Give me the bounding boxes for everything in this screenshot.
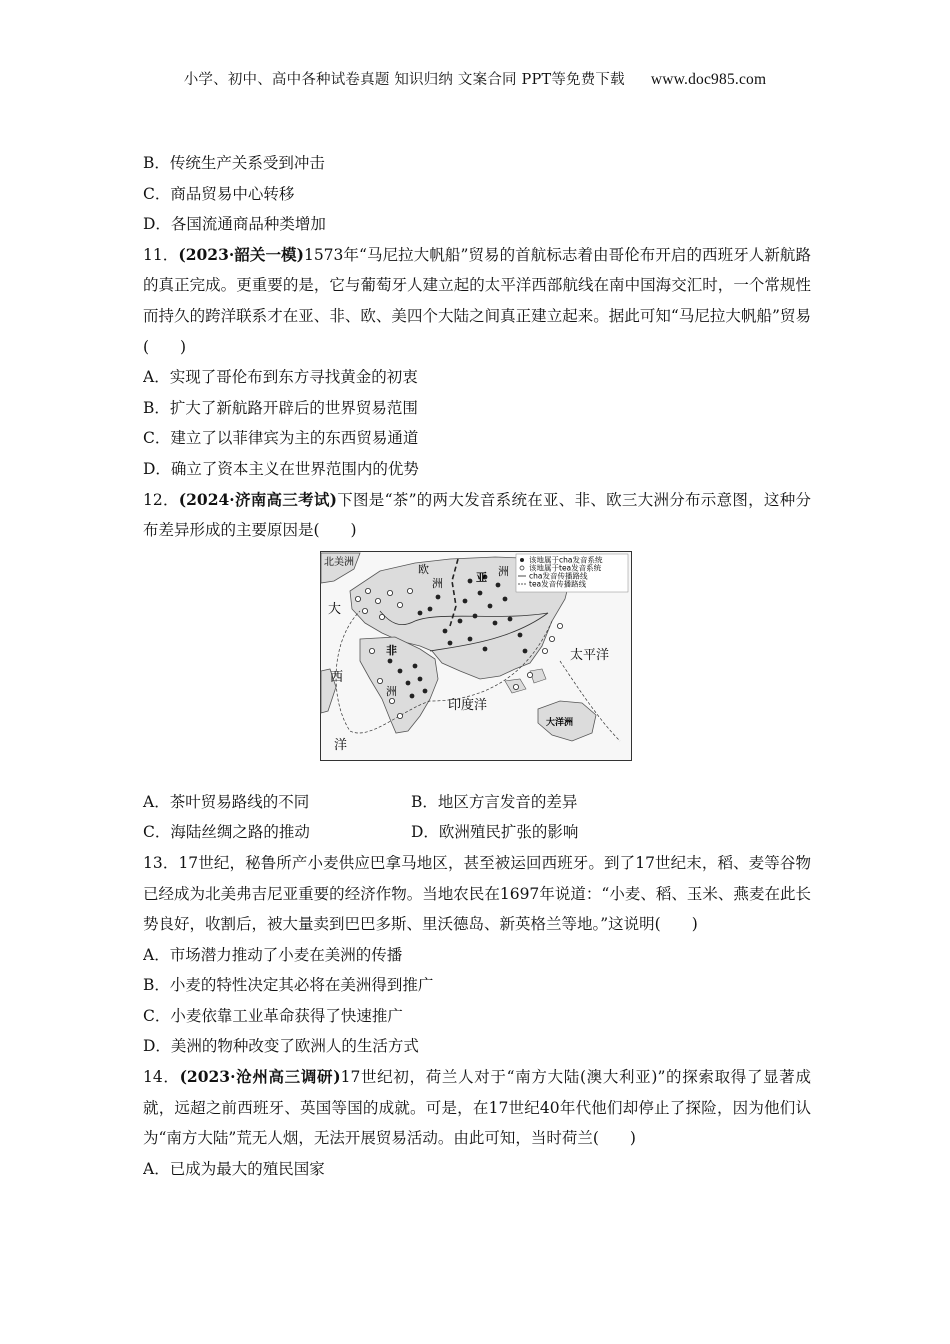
tea-dot	[377, 678, 382, 683]
tea-dot	[387, 590, 392, 595]
q14-option-a: A．已成为最大的殖民国家	[143, 1159, 325, 1178]
q14-source: (2023·沧州高三调研)	[179, 1067, 341, 1087]
q13-stem	[143, 848, 811, 940]
label-atlantic-2: 西	[330, 670, 344, 685]
legend-cha-route-label: cha发音传播路线	[529, 571, 588, 581]
tea-dot	[397, 602, 402, 607]
cha-dot	[518, 633, 523, 638]
q11-source: (2023·韶关一模)	[178, 244, 304, 264]
label-oceania: 大洋洲	[546, 718, 574, 728]
label-asia-1: 亚	[476, 571, 487, 584]
cha-dot	[493, 621, 498, 626]
cha-dot	[428, 607, 433, 612]
cha-dot	[410, 694, 415, 699]
q12-option-b: B．地区方言发音的差异	[411, 792, 578, 811]
cha-dot	[418, 677, 423, 682]
tea-dot	[527, 672, 532, 677]
cha-dot	[468, 637, 473, 642]
label-africa-2: 洲	[386, 685, 397, 698]
tea-dot	[362, 608, 367, 613]
q14-text: 17世纪初，荷兰人对于“南方大陆(澳大利亚)”的探索取得了显著成就，远超之前西班牙、英国等国的成就。可是，在17世纪40年代他们却停止了探险，因为他们认为“南方大陆”荒无人烟，无法开展贸易活动。由此可知，当时荷兰( )	[143, 1068, 811, 1148]
cha-dot	[406, 681, 411, 686]
tea-dot	[549, 636, 554, 641]
q12-source: (2024·济南高三考试)	[178, 489, 337, 509]
label-atlantic-1: 大	[328, 602, 342, 617]
cha-dot	[496, 583, 501, 588]
header-url[interactable]: www.doc985.com	[650, 71, 767, 88]
q10-option-d: D．各国流通商品种类增加	[143, 215, 326, 234]
cha-dot	[488, 604, 493, 609]
q10-option-c: C．商品贸易中心转移	[143, 184, 295, 203]
label-atlantic-3: 洋	[334, 738, 348, 753]
label-asia-2: 洲	[498, 565, 509, 578]
q11-option-a: A．实现了哥伦布到东方寻找黄金的初衷	[143, 368, 418, 387]
q11-option-c: C．建立了以菲律宾为主的东西贸易通道	[143, 429, 419, 448]
q13-option-a: A．市场潜力推动了小麦在美洲的传播	[143, 945, 403, 964]
cha-dot	[473, 614, 478, 619]
q11-number: 11．	[143, 245, 179, 264]
legend-tea-marker	[520, 566, 524, 570]
tea-dot	[379, 614, 384, 619]
label-indian-ocean: 印度洋	[448, 698, 488, 713]
q12-stem	[143, 485, 811, 546]
tea-pronunciation-map	[320, 551, 632, 761]
q12-number: 12．	[143, 490, 179, 509]
q13-option-d: D．美洲的物种改变了欧洲人的生活方式	[143, 1037, 419, 1056]
cha-dot	[478, 591, 483, 596]
q13-option-c: C．小麦依靠工业革命获得了快速推广	[143, 1006, 403, 1025]
tea-dot	[513, 684, 518, 689]
cha-dot	[448, 641, 453, 646]
tea-dot	[355, 596, 360, 601]
label-pacific: 太平洋	[570, 648, 610, 663]
cha-dot	[443, 629, 448, 634]
q12-option-a: A．茶叶贸易路线的不同	[143, 792, 310, 811]
map-svg	[320, 551, 632, 761]
cha-dot	[398, 669, 403, 674]
q13-option-b: B．小麦的特性决定其必将在美洲得到推广	[143, 976, 434, 995]
cha-dot	[463, 599, 468, 604]
tea-dot	[375, 598, 380, 603]
q11-option-b: B．扩大了新航路开辟后的世界贸易范围	[143, 398, 418, 417]
label-europe-1: 欧	[418, 563, 429, 576]
q12-options-row-2	[143, 817, 811, 848]
legend-tea-route-label: tea发音传播路线	[529, 579, 587, 589]
label-north-america: 北美洲	[324, 557, 354, 568]
tea-dot	[365, 588, 370, 593]
q12-option-c: C．海陆丝绸之路的推动	[143, 823, 310, 842]
cha-dot	[468, 579, 473, 584]
q12-text: 下图是“茶”的两大发音系统在亚、非、欧三大洲分布示意图，这种分布差异形成的主要原因是( )	[143, 490, 811, 540]
q10-option-b: B．传统生产关系受到冲击	[143, 154, 325, 172]
q13-text: 17世纪，秘鲁所产小麦供应巴拿马地区，甚至被运回西班牙。到了17世纪末，稻、麦等谷物已经成为北美弗吉尼亚重要的经济作物。当地农民在1697年说道：“小麦、稻、玉米、燕麦在此长势良好，收割后，被大量卖到巴巴多斯、里沃德岛、新英格兰等地。”这说明( )	[143, 853, 811, 934]
q11-text: 1573年“马尼拉大帆船”贸易的首航标志着由哥伦布开启的西班牙人新航路的真正完成。更重要的是，它与葡萄牙人建立起的太平洋西部航线在南中国海交汇时，一个常规性而持久的跨洋联系才在亚、非、欧、美四个大陆之间真正建立起来。据此可知“马尼拉大帆船”贸易( )	[143, 245, 811, 356]
q12-option-d: D．欧洲殖民扩张的影响	[411, 823, 579, 842]
tea-dot	[369, 648, 374, 653]
q14-stem	[143, 1062, 811, 1154]
tea-dot	[389, 698, 394, 703]
q12-options-row-1	[143, 787, 811, 818]
label-europe-2: 洲	[432, 577, 443, 590]
legend-cha-label: 该地属于cha发音系统	[529, 555, 603, 565]
tea-dot	[407, 588, 412, 593]
cha-dot	[503, 597, 508, 602]
cha-dot	[523, 649, 528, 654]
page-header	[0, 68, 950, 89]
tea-dot	[542, 648, 547, 653]
tea-dot	[397, 713, 402, 718]
cha-dot	[436, 595, 441, 600]
cha-dot	[413, 664, 418, 669]
q14-number: 14．	[143, 1068, 180, 1087]
cha-dot	[458, 619, 463, 624]
q11-stem	[143, 240, 811, 362]
cha-dot	[423, 689, 428, 694]
cha-dot	[388, 659, 393, 664]
cha-dot	[483, 647, 488, 652]
legend-cha-marker	[520, 558, 524, 562]
header-text: 小学、初中、高中各种试卷真题 知识归纳 文案合同 PPT等免费下载	[183, 72, 625, 88]
cha-dot	[418, 611, 423, 616]
label-africa-1: 非	[386, 644, 397, 657]
legend-tea-label: 该地属于tea发音系统	[529, 563, 602, 573]
q11-option-d: D．确立了资本主义在世界范围内的优势	[143, 459, 419, 478]
tea-dot	[557, 623, 562, 628]
cha-dot	[508, 617, 513, 622]
q13-number: 13．	[143, 853, 179, 872]
